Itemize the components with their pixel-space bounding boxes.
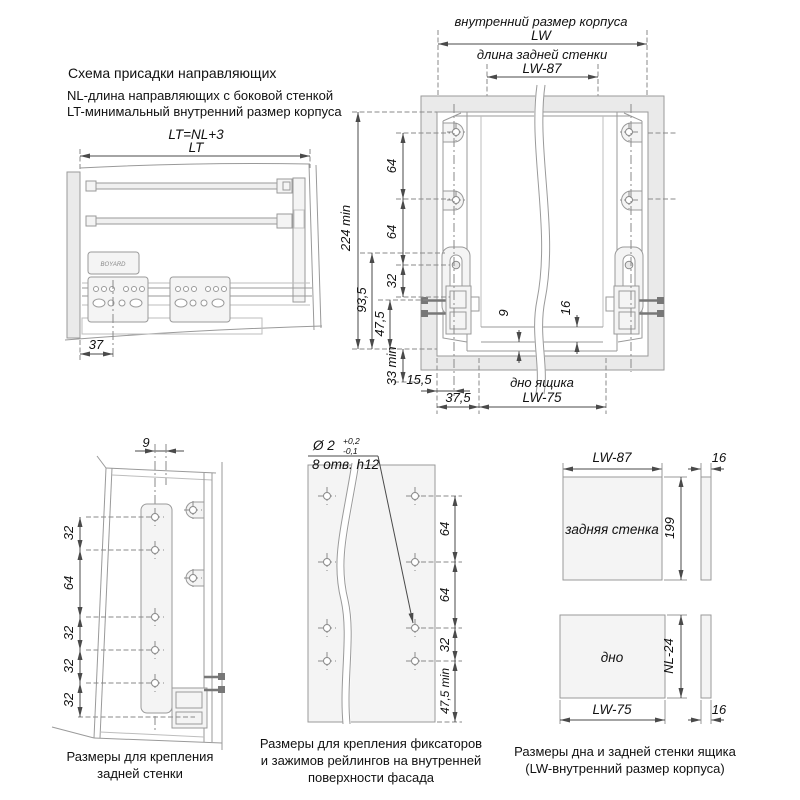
dim-32: 32	[384, 273, 399, 289]
caption-line-2: задней стенки	[97, 766, 183, 781]
dim-lw87: LW-87	[522, 61, 562, 76]
back-panel-label: задняя стенка	[565, 522, 659, 537]
caption-line-1: Размеры для крепления фиксаторов	[259, 736, 483, 751]
dim-16-bottom: 16	[711, 702, 727, 717]
dim-16: 16	[558, 300, 573, 316]
dim-64-lower: 64	[384, 224, 399, 240]
dim-37-5: 37,5	[445, 390, 471, 405]
label-drawer-bottom: дно ящика	[510, 375, 574, 390]
header-notes	[67, 65, 342, 119]
side-view-drawing	[65, 127, 322, 360]
dim-64-lower: 64	[437, 587, 452, 603]
brand-logo: BOYARD	[100, 262, 126, 268]
tolerance-plus: +0,2	[343, 436, 360, 446]
dim-32-2: 32	[61, 625, 76, 641]
dim-backlen-caption: длина задней стенки	[476, 47, 608, 62]
rear-view-drawing	[338, 14, 678, 414]
holes-count-note: 8 отв. h12	[312, 457, 380, 472]
dim-lt-label: LT	[188, 140, 204, 155]
dim-64-upper: 64	[384, 158, 399, 174]
dim-37: 37	[88, 337, 104, 352]
dim-47-5: 47,5	[372, 311, 387, 337]
dim-16-back: 16	[711, 450, 727, 465]
tolerance-minus: -0,1	[343, 446, 358, 456]
caption-line-3: поверхности фасада	[307, 770, 435, 785]
sheet-title: Схема присадки направляющих	[68, 65, 277, 81]
dim-64-upper: 64	[437, 521, 452, 537]
panels-dimensions-drawing	[514, 450, 736, 776]
dim-15-5: 15,5	[406, 372, 432, 387]
note-lt: LT-минимальный внутренний размер корпуса	[67, 104, 342, 119]
facade-drilling-drawing	[260, 436, 482, 785]
dim-formula: LT=NL+3	[168, 127, 224, 142]
back-wall-fixing-drawing	[52, 435, 225, 781]
hole-diameter: Ø 2	[313, 438, 335, 453]
dim-lw87: LW-87	[592, 450, 632, 465]
note-nl: NL-длина направляющих с боковой стенкой	[67, 88, 334, 103]
dim-lw75: LW-75	[522, 390, 562, 405]
bottom-panel-label: дно	[600, 650, 624, 665]
caption-line-1: Размеры дна и задней стенки ящика	[514, 744, 736, 759]
dim-9: 9	[142, 435, 150, 450]
dim-32-4: 32	[61, 692, 76, 708]
mounting-plate-rear	[170, 277, 230, 322]
dim-47-5-min: 47,5 min	[438, 667, 452, 715]
dim-224min: 224 min	[338, 204, 353, 252]
dim-32-1: 32	[61, 525, 76, 541]
caption-line-2: и зажимов рейлингов на внутренней	[260, 753, 482, 768]
dim-32-3: 32	[61, 658, 76, 674]
dim-32: 32	[437, 637, 452, 653]
dim-199: 199	[662, 517, 677, 539]
dim-64: 64	[61, 575, 76, 591]
dim-lw75: LW-75	[592, 702, 632, 717]
dim-33min: 33 min	[384, 346, 399, 386]
dim-lw: LW	[531, 28, 551, 43]
dim-93-5: 93,5	[354, 287, 369, 313]
dim-nl24: NL-24	[661, 638, 676, 674]
dim-lw-caption: внутренний размер корпуса	[454, 14, 628, 29]
caption-line-2: (LW-внутренний размер корпуса)	[525, 761, 725, 776]
caption-line-1: Размеры для крепления	[66, 749, 214, 764]
dim-9: 9	[496, 309, 511, 317]
mounting-plate-front	[88, 277, 148, 322]
